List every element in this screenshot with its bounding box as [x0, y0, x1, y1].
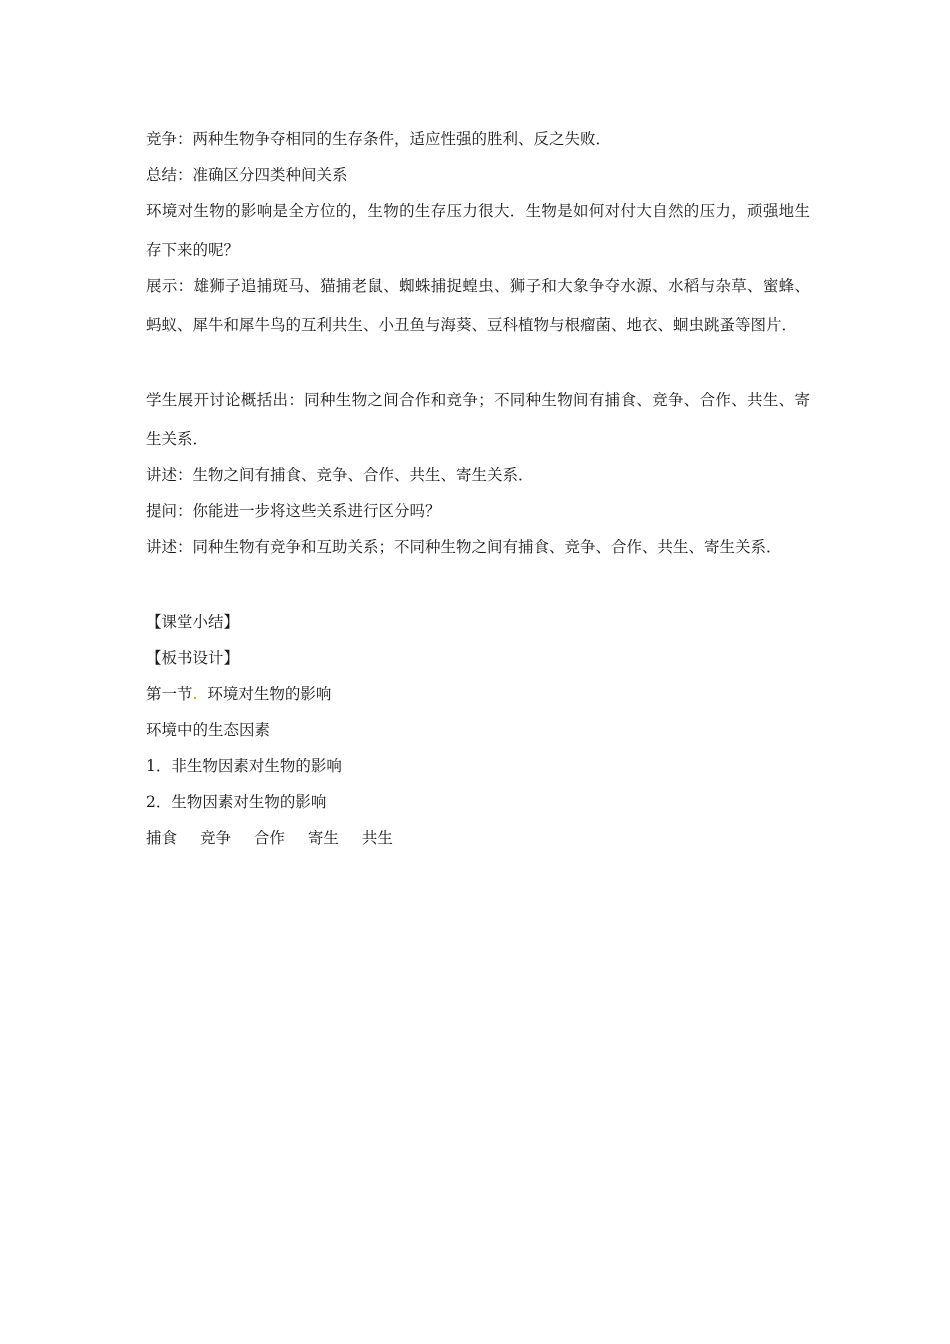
board-section-dot: .: [192, 685, 198, 703]
heading-class-summary: 【课堂小结】: [146, 613, 240, 631]
paragraph-summary: 总结：准确区分四类种间关系: [146, 166, 348, 184]
paragraph-student-discussion: 学生展开讨论概括出：同种生物之间合作和竞争；不同种生物间有捕食、竞争、合作、共生、寄生关系．: [146, 391, 810, 448]
board-section-name: 环境对生物的影响: [207, 685, 332, 703]
board-heading: 环境中的生态因素: [146, 721, 271, 739]
relation-cooperation: 合作: [253, 829, 285, 847]
paragraph-question: 提问：你能进一步将这些关系进行区分吗？: [146, 502, 441, 520]
board-item-1: 1．非生物因素对生物的影响: [146, 757, 342, 775]
relation-parasitism: 寄生: [307, 829, 339, 847]
board-section-prefix: 第一节: [146, 685, 193, 703]
paragraph-lecture-1: 讲述：生物之间有捕食、竞争、合作、共生、寄生关系．: [146, 466, 534, 484]
paragraph-display: 展示：雄狮子追捕斑马、猫捕老鼠、蜘蛛捕捉蝗虫、狮子和大象争夺水源、水稻与杂草、蜜蜂、蚂蚁、犀牛和犀牛鸟的互利共生、小丑鱼与海葵、豆科植物与根瘤菌、地衣、蛔虫跳蚤等图片．: [146, 277, 810, 334]
paragraph-competition: 竞争：两种生物争夺相同的生存条件，适应性强的胜利、反之失败．: [146, 130, 612, 148]
board-section-title: [146, 679, 810, 715]
heading-board-design: 【板书设计】: [146, 649, 240, 667]
document-body: [146, 124, 810, 859]
paragraph-lecture-2: 讲述：同种生物有竞争和互助关系；不同种生物之间有捕食、竞争、合作、共生、寄生关系．: [146, 538, 782, 556]
board-item-2: 2．生物因素对生物的影响: [146, 793, 327, 811]
relation-predation: 捕食: [146, 829, 178, 847]
board-relations: [146, 823, 810, 859]
relation-competition: 竞争: [199, 829, 231, 847]
relation-symbiosis: 共生: [361, 829, 393, 847]
paragraph-environment-pressure: 环境对生物的影响是全方位的，生物的生存压力很大．生物是如何对付大自然的压力，顽强地生存下来的呢？: [146, 202, 810, 259]
